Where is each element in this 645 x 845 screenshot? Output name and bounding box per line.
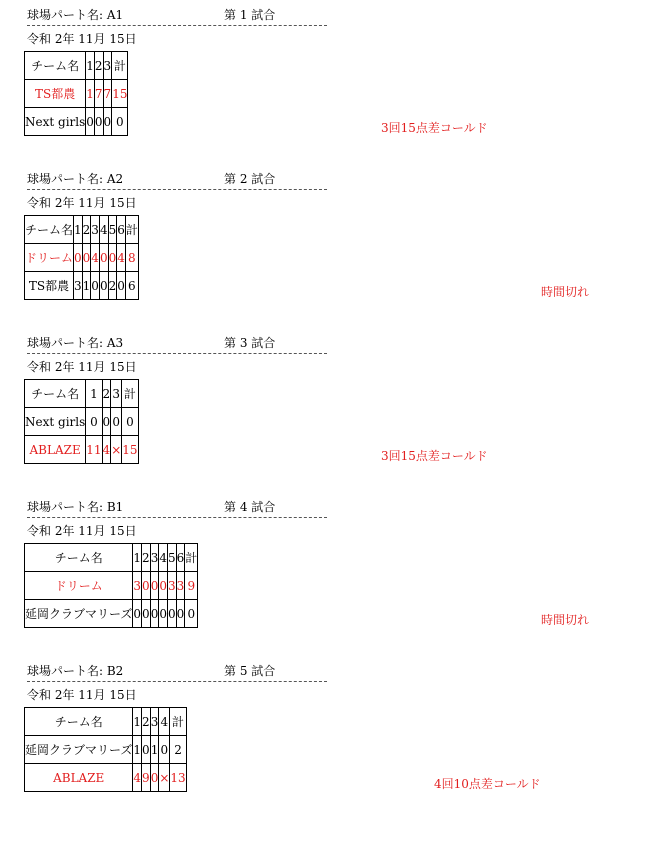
total-cell: 0	[112, 108, 128, 136]
score-cell: 0	[111, 408, 122, 436]
team-name-cell: 延岡クラブマリーズ	[25, 600, 133, 628]
game-header	[27, 497, 327, 518]
score-cell: 3	[74, 272, 83, 300]
game-date: 令和 2年 11月 15日	[27, 32, 137, 46]
score-cell: 0	[159, 736, 170, 764]
total-cell: 0	[185, 600, 198, 628]
header-cell: 3	[150, 544, 159, 572]
score-cell: 0	[150, 764, 159, 792]
team-name-cell: ドリーム	[25, 244, 74, 272]
game-date: 令和 2年 11月 15日	[27, 524, 137, 538]
header-cell: 2	[102, 380, 111, 408]
total-cell: 13	[170, 764, 186, 792]
team-name-cell: TS都農	[25, 80, 86, 108]
score-cell: 0	[94, 108, 103, 136]
score-table	[24, 707, 187, 792]
header-cell: 3	[111, 380, 122, 408]
game-number-label: 第 5 試合	[224, 664, 276, 678]
score-cell: 1	[86, 80, 95, 108]
result-note: 時間切れ	[541, 613, 590, 627]
result-note: 時間切れ	[541, 285, 590, 299]
header-cell: 2	[142, 708, 151, 736]
header-cell: 3	[150, 708, 159, 736]
header-cell: 計	[170, 708, 186, 736]
header-cell: 計	[122, 380, 138, 408]
score-cell: 0	[142, 600, 151, 628]
table-header-row	[25, 544, 198, 572]
field-label: 球場パート名: A3	[27, 336, 124, 350]
score-cell: 0	[108, 244, 117, 272]
score-cell: 3	[133, 572, 142, 600]
score-cell: 0	[167, 600, 176, 628]
field-label: 球場パート名: A1	[27, 8, 124, 22]
field-label: 球場パート名: B1	[27, 500, 124, 514]
header-cell: 4	[159, 708, 170, 736]
header-cell: 1	[74, 216, 83, 244]
table-row	[25, 272, 139, 300]
field-label: 球場パート名: B2	[27, 664, 124, 678]
score-cell: 0	[102, 408, 111, 436]
table-row	[25, 572, 198, 600]
score-cell: 1	[82, 272, 91, 300]
header-cell: 5	[167, 544, 176, 572]
score-table	[24, 51, 128, 136]
total-cell: 2	[170, 736, 186, 764]
score-cell: 0	[133, 600, 142, 628]
header-cell: チーム名	[25, 544, 133, 572]
result-note: 4回10点差コールド	[434, 777, 541, 791]
team-name-cell: Next girls	[25, 408, 86, 436]
header-cell: チーム名	[25, 708, 133, 736]
score-cell: 2	[108, 272, 117, 300]
header-cell: 4	[159, 544, 168, 572]
score-cell: 3	[167, 572, 176, 600]
table-header-row	[25, 216, 139, 244]
score-cell: 7	[103, 80, 112, 108]
team-name-cell: ABLAZE	[25, 764, 133, 792]
score-cell: 0	[74, 244, 83, 272]
total-cell: 0	[122, 408, 138, 436]
header-cell: 2	[94, 52, 103, 80]
score-cell: 4	[133, 764, 142, 792]
total-cell: 8	[125, 244, 138, 272]
score-cell: 0	[142, 736, 151, 764]
table-row	[25, 736, 187, 764]
game-number-label: 第 4 試合	[224, 500, 276, 514]
score-table	[24, 543, 198, 628]
header-cell: 1	[86, 380, 102, 408]
team-name-cell: ドリーム	[25, 572, 133, 600]
score-cell: 0	[91, 272, 100, 300]
header-cell: チーム名	[25, 380, 86, 408]
total-cell: 9	[185, 572, 198, 600]
score-cell: 0	[86, 408, 102, 436]
score-cell: 0	[142, 572, 151, 600]
header-cell: 計	[112, 52, 128, 80]
table-row	[25, 408, 139, 436]
header-cell: 1	[86, 52, 95, 80]
table-header-row	[25, 708, 187, 736]
field-label: 球場パート名: A2	[27, 172, 124, 186]
header-cell: 2	[82, 216, 91, 244]
score-cell: 3	[176, 572, 185, 600]
game-date: 令和 2年 11月 15日	[27, 688, 137, 702]
score-cell: 1	[133, 736, 142, 764]
score-cell: 0	[176, 600, 185, 628]
score-cell: 0	[99, 244, 108, 272]
table-row	[25, 600, 198, 628]
game-number-label: 第 3 試合	[224, 336, 276, 350]
team-name-cell: TS都農	[25, 272, 74, 300]
total-cell: 6	[125, 272, 138, 300]
header-cell: チーム名	[25, 52, 86, 80]
table-row	[25, 80, 128, 108]
score-cell: 11	[86, 436, 102, 464]
score-cell: 1	[150, 736, 159, 764]
game-header	[27, 5, 327, 26]
score-cell: 0	[82, 244, 91, 272]
table-header-row	[25, 380, 139, 408]
game-date: 令和 2年 11月 15日	[27, 196, 137, 210]
score-cell: 0	[117, 272, 126, 300]
table-row	[25, 436, 139, 464]
score-table	[24, 379, 139, 464]
score-cell: 0	[150, 572, 159, 600]
result-note: 3回15点差コールド	[381, 121, 488, 135]
total-cell: 15	[122, 436, 138, 464]
score-cell: 0	[103, 108, 112, 136]
header-cell: 6	[117, 216, 126, 244]
game-header	[27, 661, 327, 682]
header-cell: 計	[185, 544, 198, 572]
team-name-cell: ABLAZE	[25, 436, 86, 464]
header-cell: 1	[133, 708, 142, 736]
game-number-label: 第 2 試合	[224, 172, 276, 186]
table-row	[25, 244, 139, 272]
score-cell: 0	[150, 600, 159, 628]
score-cell: 4	[102, 436, 111, 464]
header-cell: 5	[108, 216, 117, 244]
game-header	[27, 169, 327, 190]
score-table	[24, 215, 139, 300]
game-number-label: 第 1 試合	[224, 8, 276, 22]
team-name-cell: Next girls	[25, 108, 86, 136]
header-cell: 1	[133, 544, 142, 572]
team-name-cell: 延岡クラブマリーズ	[25, 736, 133, 764]
game-date: 令和 2年 11月 15日	[27, 360, 137, 374]
score-cell: 9	[142, 764, 151, 792]
header-cell: 2	[142, 544, 151, 572]
header-cell: チーム名	[25, 216, 74, 244]
score-cell: 0	[99, 272, 108, 300]
score-cell: 0	[159, 572, 168, 600]
score-cell: 0	[159, 600, 168, 628]
table-row	[25, 108, 128, 136]
table-header-row	[25, 52, 128, 80]
score-cell: 4	[91, 244, 100, 272]
header-cell: 3	[91, 216, 100, 244]
score-cell: ×	[159, 764, 170, 792]
score-cell: 0	[86, 108, 95, 136]
score-cell: 4	[117, 244, 126, 272]
header-cell: 6	[176, 544, 185, 572]
score-cell: ×	[111, 436, 122, 464]
header-cell: 3	[103, 52, 112, 80]
game-header	[27, 333, 327, 354]
result-note: 3回15点差コールド	[381, 449, 488, 463]
total-cell: 15	[112, 80, 128, 108]
header-cell: 計	[125, 216, 138, 244]
table-row	[25, 764, 187, 792]
header-cell: 4	[99, 216, 108, 244]
score-cell: 7	[94, 80, 103, 108]
